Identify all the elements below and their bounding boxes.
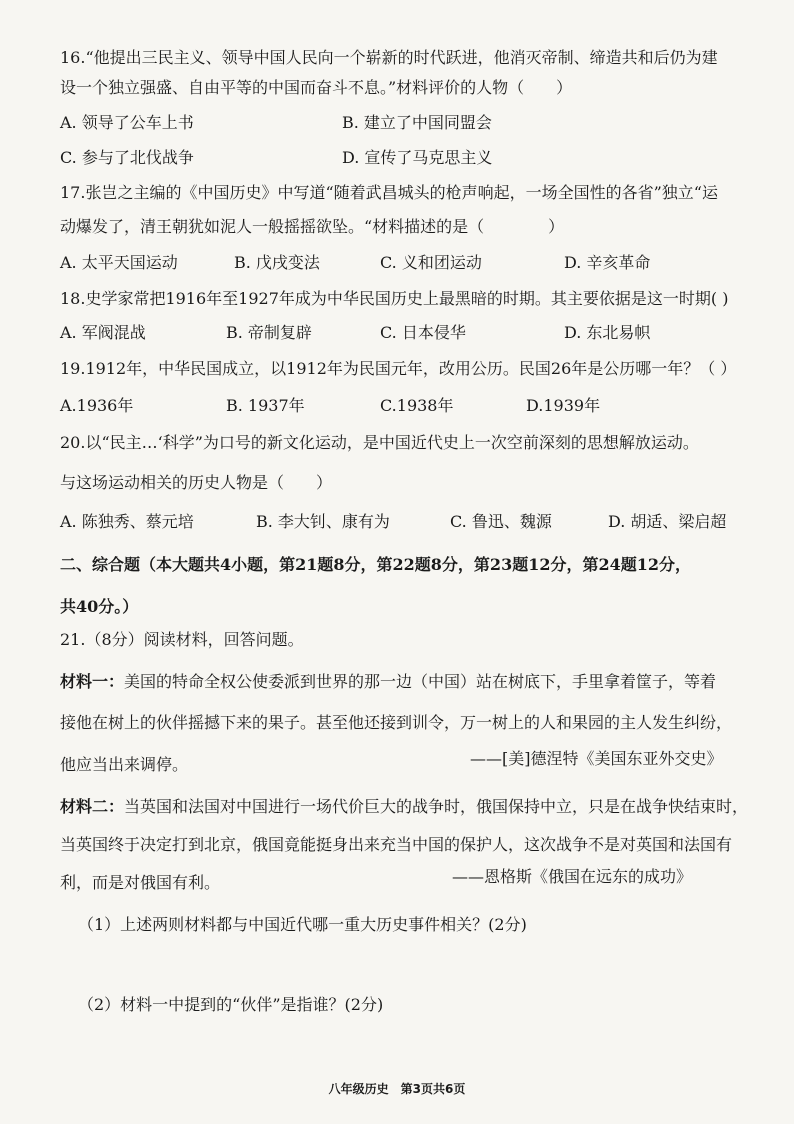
q16-options-row2 bbox=[60, 148, 754, 168]
q17-option-b: B. 戊戌变法 bbox=[234, 253, 320, 272]
q16-option-d: D. 宣传了马克思主义 bbox=[342, 148, 493, 167]
q21-subquestion-1: （1）上述两则材料都与中国近代哪一重大历史事件相关？(2分) bbox=[78, 915, 527, 934]
q17-stem-line1: 17.张岂之主编的《中国历史》中写道“随着武昌城头的枪声响起，一场全国性的各省”独立“运 bbox=[60, 183, 718, 202]
q21-material2-line3: 利，而是对俄国有利。 bbox=[60, 873, 221, 892]
q17-option-d: D. 辛亥革命 bbox=[564, 253, 651, 272]
q19-option-d: D.1939年 bbox=[526, 396, 601, 415]
q19-option-a: A.1936年 bbox=[60, 396, 134, 415]
page-footer: 八年级历史 第3页共6页 bbox=[328, 1082, 466, 1096]
q19-option-c: C.1938年 bbox=[380, 396, 454, 415]
q17-options bbox=[60, 253, 754, 273]
q18-option-b: B. 帝制复辟 bbox=[226, 323, 312, 342]
q21-material2-source: ——恩格斯《俄国在远东的成功》 bbox=[452, 867, 693, 886]
q20-options bbox=[60, 512, 754, 532]
q17-option-c: C. 义和团运动 bbox=[380, 253, 482, 272]
q21-material2-text1: 当英国和法国对中国进行一场代价巨大的战争时，俄国保持中立，只是在战争快结束时， bbox=[124, 797, 749, 816]
q17-option-a: A. 太平天国运动 bbox=[60, 253, 178, 272]
q19-option-b: B. 1937年 bbox=[226, 396, 305, 415]
q16-stem-line1: 16.“他提出三民主义、领导中国人民向一个崭新的时代跃进，他消灭帝制、缔造共和后仍为建 bbox=[60, 48, 718, 67]
q16-option-c: C. 参与了北伐战争 bbox=[60, 148, 194, 167]
q21-material2-label: 材料二： bbox=[60, 797, 125, 816]
q19-options bbox=[60, 396, 754, 416]
q20-stem-line2: 与这场运动相关的历史人物是（ ） bbox=[60, 473, 333, 492]
q17-stem-line2: 动爆发了，清王朝犹如泥人一般摇摇欲坠。“材料描述的是（ ） bbox=[60, 217, 565, 236]
q20-option-d: D. 胡适、梁启超 bbox=[608, 512, 727, 531]
q21-material2-line1 bbox=[60, 797, 754, 817]
section2-heading-line2: 共40分。） bbox=[60, 597, 139, 616]
q21-material1-text1: 美国的特命全权公使委派到世界的那一边（中国）站在树底下，手里拿着筐子，等着 bbox=[124, 672, 717, 691]
q18-option-a: A. 军阀混战 bbox=[60, 323, 146, 342]
q18-option-c: C. 日本侵华 bbox=[380, 323, 466, 342]
q16-option-a: A. 领导了公车上书 bbox=[60, 113, 194, 132]
q21-material1-line3: 他应当出来调停。 bbox=[60, 755, 189, 774]
q21-material1-line2: 接他在树上的伙伴摇撼下来的果子。甚至他还接到训令，万一树上的人和果园的主人发生纠纷， bbox=[60, 713, 733, 732]
q18-options bbox=[60, 323, 754, 343]
q21-material1-line1 bbox=[60, 672, 754, 692]
q21-subquestion-2: （2）材料一中提到的“伙伴”是指谁？(2分) bbox=[78, 995, 384, 1014]
q16-stem-line2: 设一个独立强盛、自由平等的中国而奋斗不息。”材料评价的人物（ ） bbox=[60, 78, 573, 97]
q18-stem: 18.史学家常把1916年至1927年成为中华民国历史上最黑暗的时期。其主要依据是这一时期( ) bbox=[60, 289, 729, 308]
q18-option-d: D. 东北易帜 bbox=[564, 323, 651, 342]
q21-material1-source: ——[美]德涅特《美国东亚外交史》 bbox=[470, 749, 723, 768]
q16-option-b: B. 建立了中国同盟会 bbox=[342, 113, 492, 132]
q20-stem-line1: 20.以“民主…‘科学”为口号的新文化运动，是中国近代史上一次空前深刻的思想解放运动。 bbox=[60, 433, 699, 452]
q19-stem: 19.1912年，中华民国成立，以1912年为民国元年，改用公历。民国26年是公历哪一年？（ ） bbox=[60, 359, 737, 378]
q21-material2-line2: 当英国终于决定打到北京，俄国竟能挺身出来充当中国的保护人，这次战争不是对英国和法国有 bbox=[60, 835, 733, 854]
q20-option-a: A. 陈独秀、蔡元培 bbox=[60, 512, 194, 531]
q20-option-c: C. 鲁迅、魏源 bbox=[450, 512, 552, 531]
q21-material1-label: 材料一： bbox=[60, 672, 125, 691]
q16-options-row1 bbox=[60, 113, 754, 133]
q20-option-b: B. 李大钊、康有为 bbox=[256, 512, 390, 531]
section2-heading-line1: 二、综合题（本大题共4小题，第21题8分，第22题8分，第23题12分，第24题12分， bbox=[60, 555, 691, 574]
q21-title: 21.（8分）阅读材料，回答问题。 bbox=[60, 630, 304, 649]
